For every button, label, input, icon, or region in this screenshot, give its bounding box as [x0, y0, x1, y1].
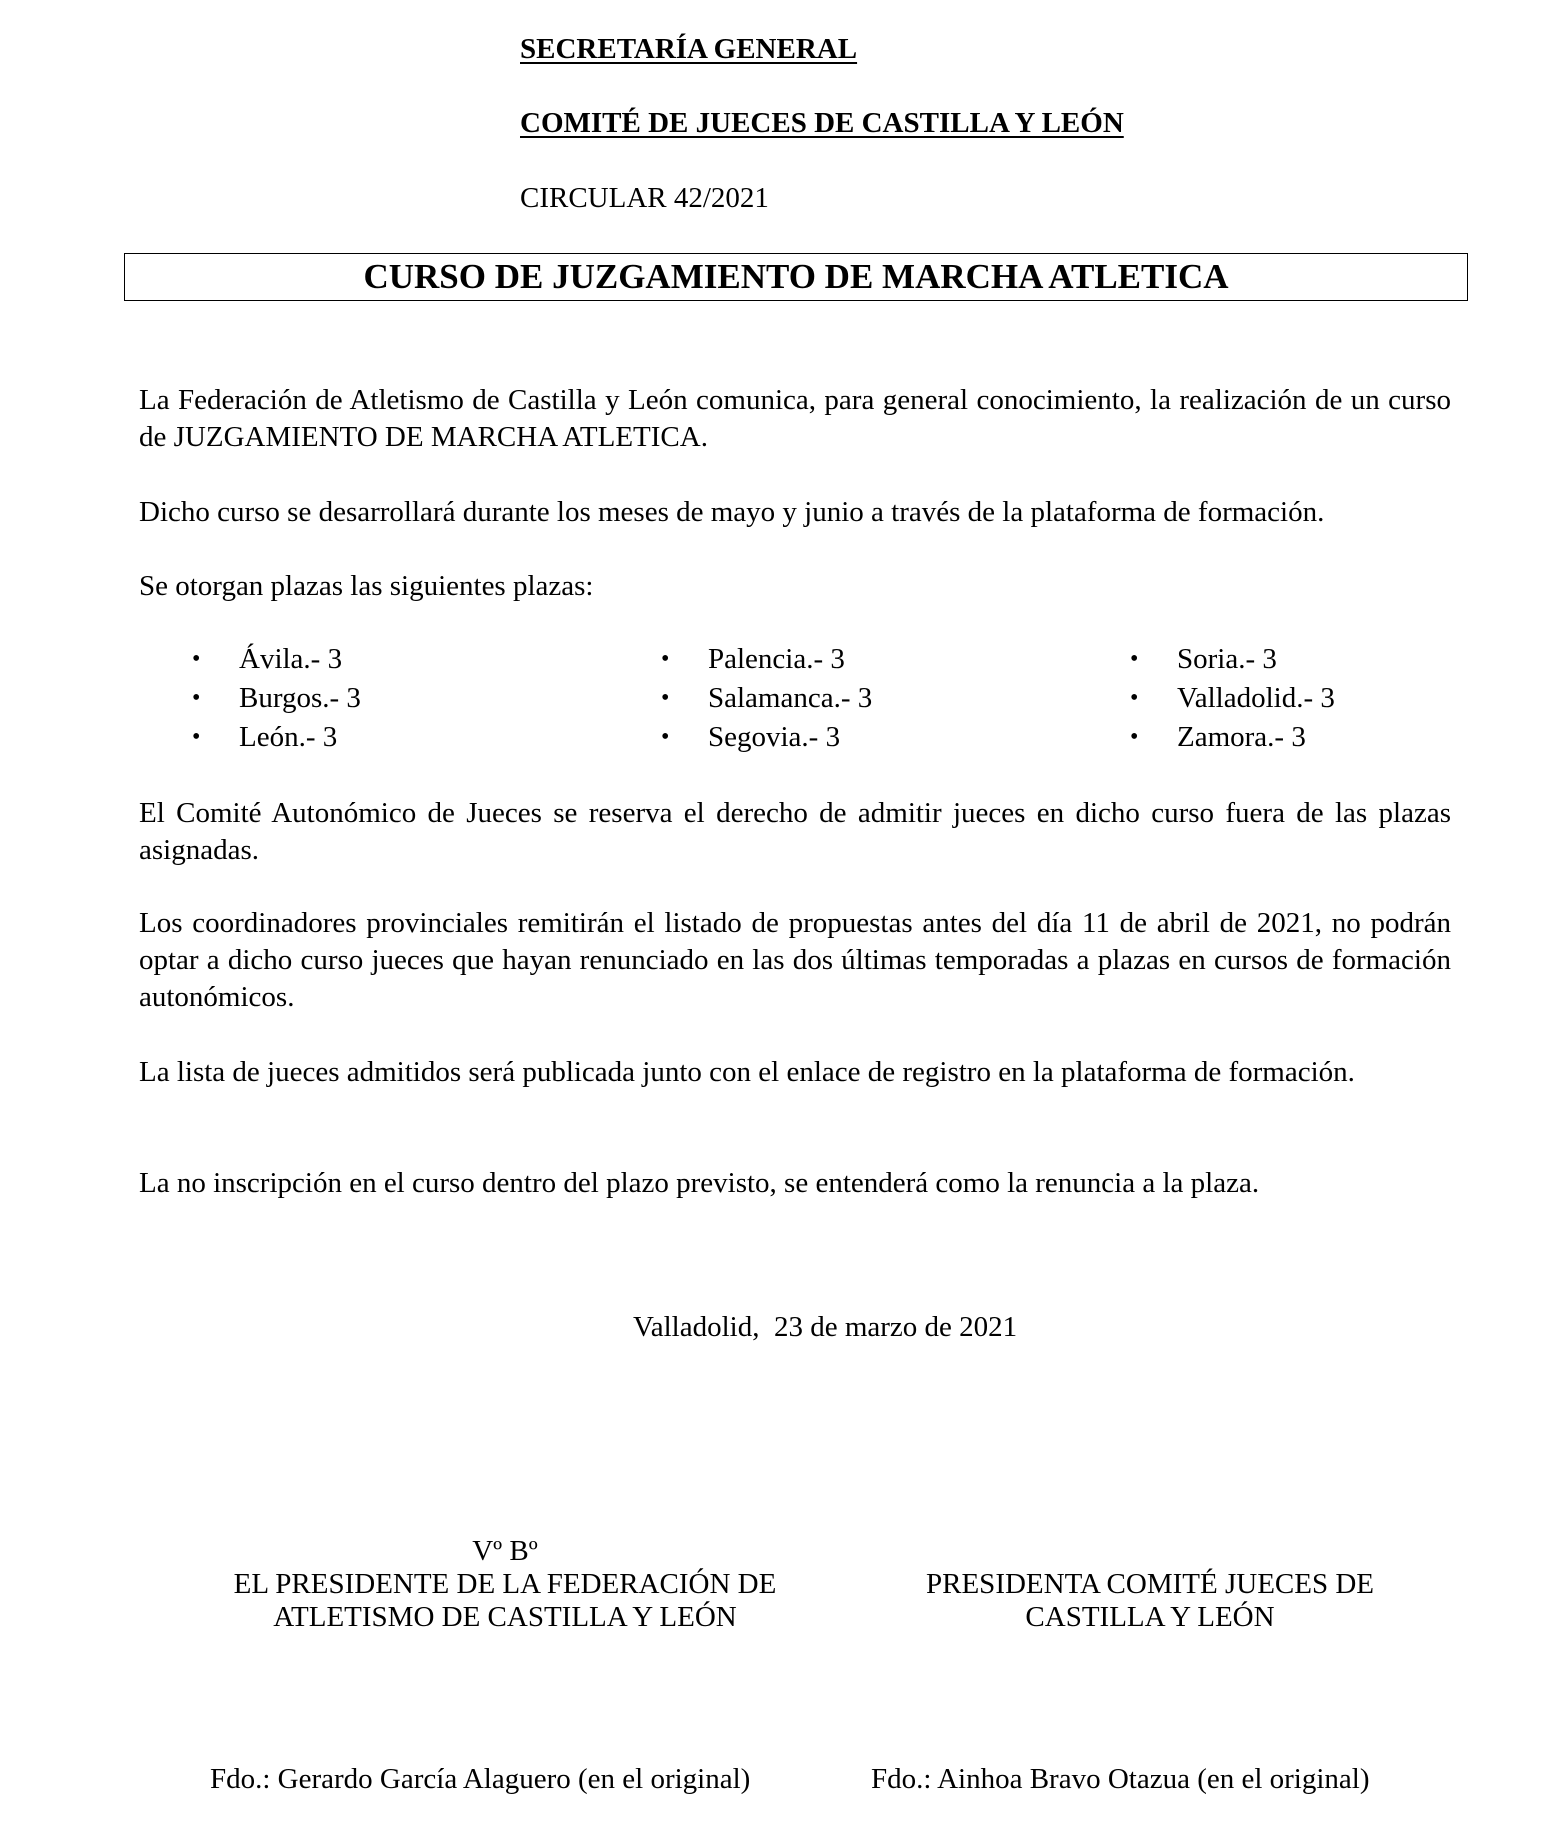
list-item: • Salamanca.- 3: [661, 679, 872, 718]
list-item: • Ávila.- 3: [192, 640, 361, 679]
signature-left-role-1: EL PRESIDENTE DE LA FEDERACIÓN DE: [233, 1568, 777, 1600]
signature-left-name: Fdo.: Gerardo García Alaguero (en el original): [210, 1763, 751, 1795]
list-item: • León.- 3: [192, 718, 361, 757]
list-item: • Burgos.- 3: [192, 679, 361, 718]
paragraph-reserve: El Comité Autonómico de Jueces se reserva el derecho de admitir jueces en dicho curso fuera de las plazas asignadas.: [139, 797, 1451, 866]
paragraph-no-registration: La no inscripción en el curso dentro del plazo previsto, se entenderá como la renuncia a la plaza.: [139, 1167, 1260, 1199]
signature-right-block: [860, 1568, 1440, 1634]
paragraph-list-publish: La lista de jueces admitidos será publicada junto con el enlace de registro en la plataforma de formación.: [139, 1056, 1355, 1088]
list-item: • Soria.- 3: [1130, 640, 1335, 679]
bullet-icon: •: [661, 646, 670, 672]
signature-right-role-1: PRESIDENTA COMITÉ JUECES DE: [926, 1568, 1374, 1600]
circular-number: CIRCULAR 42/2021: [520, 182, 769, 214]
bullet-icon: •: [1130, 685, 1139, 711]
header-comite: COMITÉ DE JUECES DE CASTILLA Y LEÓN: [520, 107, 1124, 139]
document-title: CURSO DE JUZGAMIENTO DE MARCHA ATLETICA: [363, 257, 1229, 296]
places-list-col-1: [192, 640, 361, 757]
list-item: • Valladolid.- 3: [1130, 679, 1335, 718]
paragraph-intro: La Federación de Atletismo de Castilla y León comunica, para general conocimiento, la realización de un curso de JUZGAMIENTO DE MARCHA ATLETICA.: [139, 384, 1451, 453]
title-box: [124, 253, 1468, 301]
list-item: • Zamora.- 3: [1130, 718, 1335, 757]
signature-left-block: [180, 1535, 830, 1634]
bullet-icon: •: [661, 724, 670, 750]
place-date: Valladolid, 23 de marzo de 2021: [633, 1311, 1018, 1343]
vobo-label: Vº Bº: [472, 1535, 538, 1567]
list-item: • Palencia.- 3: [661, 640, 872, 679]
header-secretaria: SECRETARÍA GENERAL: [520, 33, 858, 65]
signature-right-role-2: CASTILLA Y LEÓN: [1025, 1601, 1275, 1633]
bullet-icon: •: [192, 724, 201, 750]
bullet-icon: •: [192, 646, 201, 672]
signature-left-role-2: ATLETISMO DE CASTILLA Y LEÓN: [273, 1601, 737, 1633]
paragraph-dates: Dicho curso se desarrollará durante los meses de mayo y junio a través de la plataforma de formación.: [139, 496, 1325, 528]
bullet-icon: •: [661, 685, 670, 711]
places-list-col-3: [1130, 640, 1335, 757]
paragraph-coordinators: Los coordinadores provinciales remitirán el listado de propuestas antes del día 11 de abril de 2021, no podrán optar a dicho curso jueces que hayan renunciado en las dos últimas temporadas a plazas en cursos de formación autonómicos.: [139, 907, 1451, 1013]
bullet-icon: •: [192, 685, 201, 711]
places-list-col-2: [661, 640, 872, 757]
paragraph-places-intro: Se otorgan plazas las siguientes plazas:: [139, 570, 594, 602]
list-item: • Segovia.- 3: [661, 718, 872, 757]
signature-right-name: Fdo.: Ainhoa Bravo Otazua (en el original): [871, 1763, 1370, 1795]
bullet-icon: •: [1130, 724, 1139, 750]
bullet-icon: •: [1130, 646, 1139, 672]
